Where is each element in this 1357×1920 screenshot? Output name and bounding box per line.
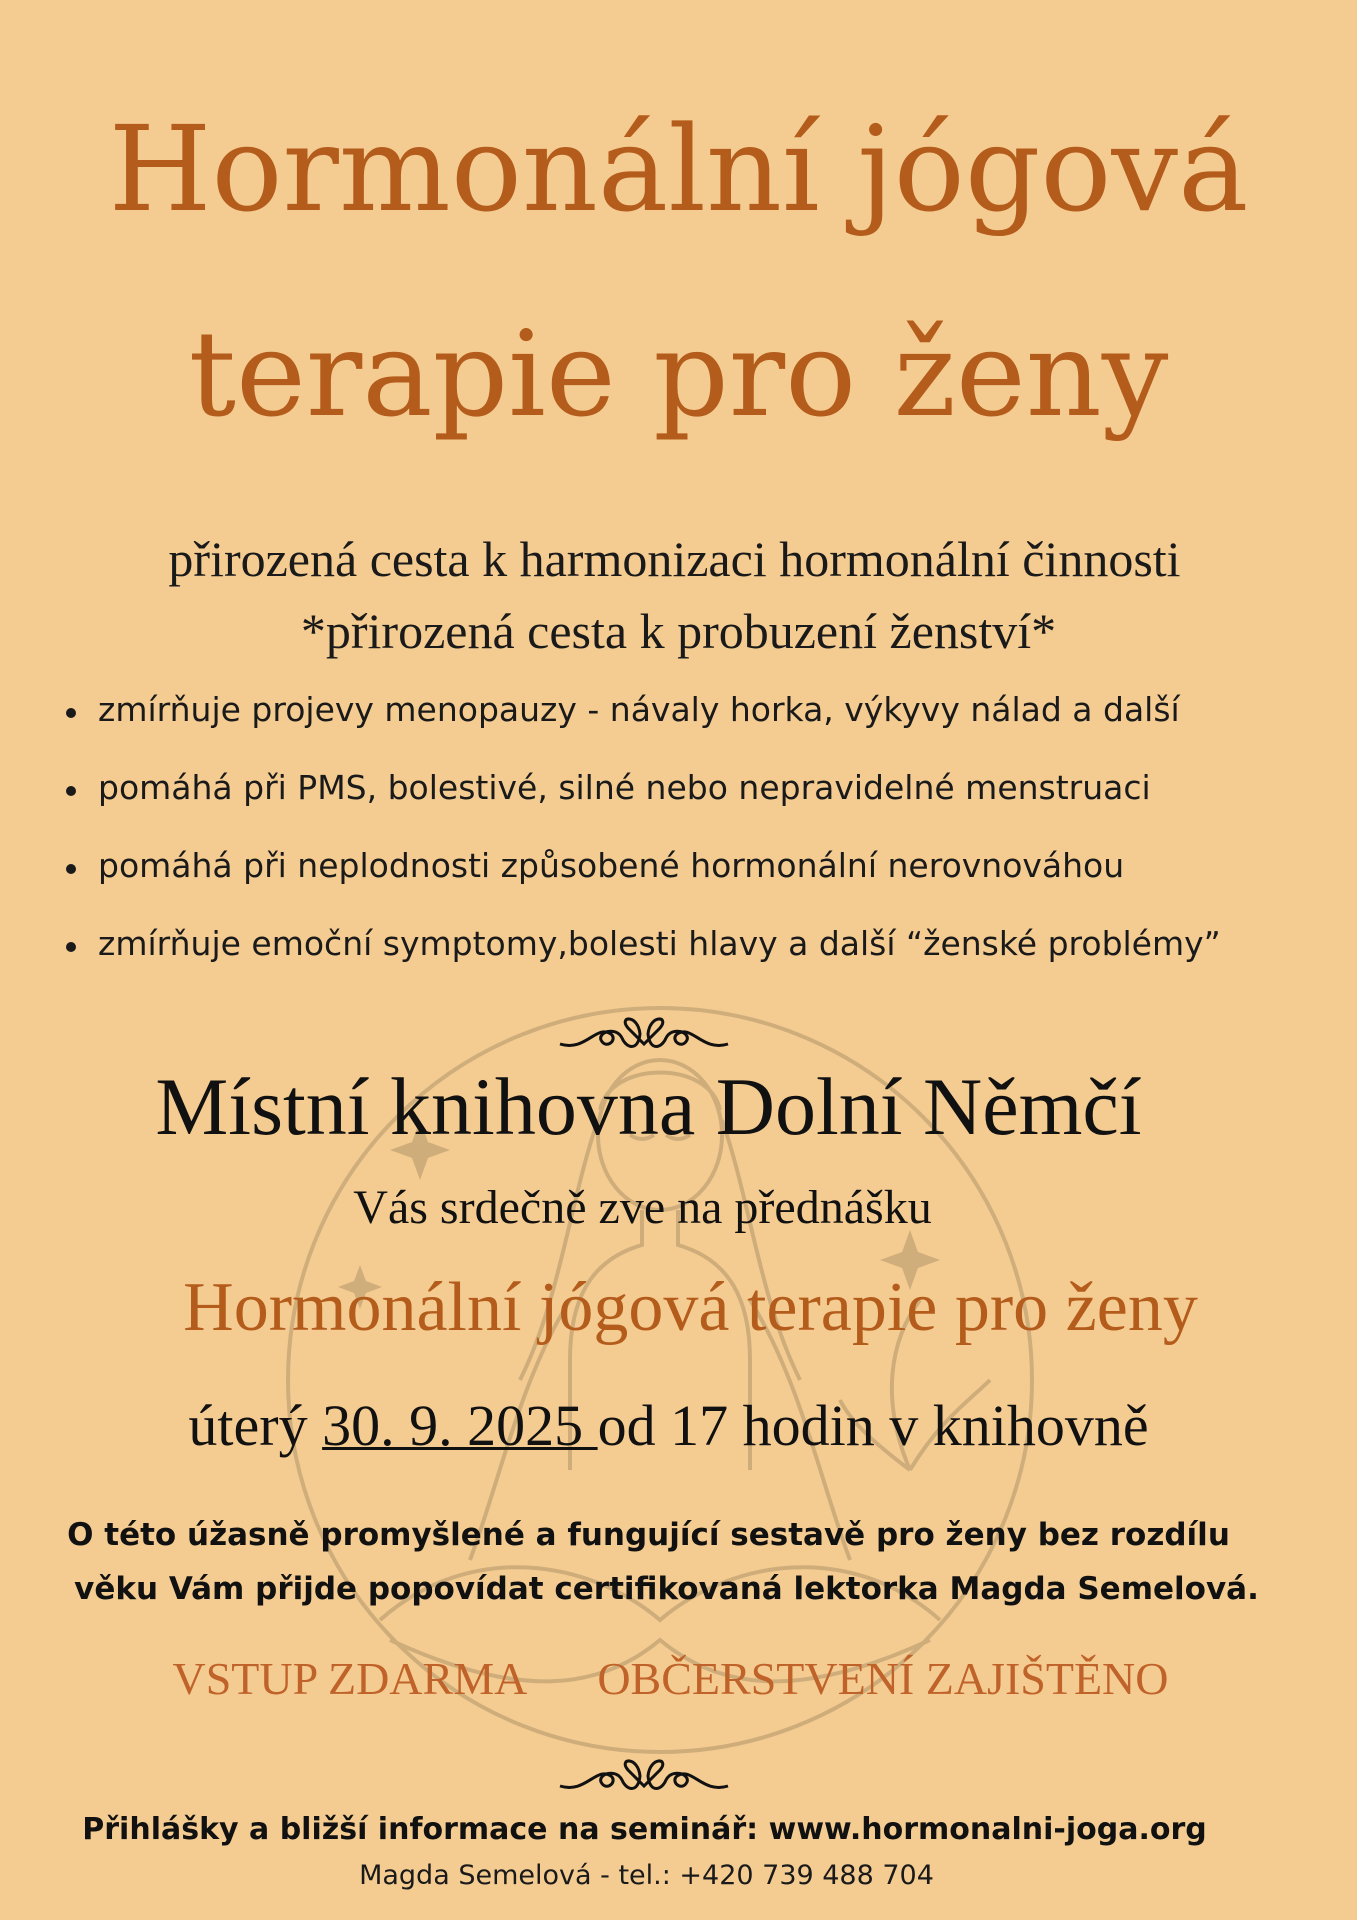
refreshments-label: OBČERSTVENÍ ZAJIŠTĚNO [597, 1653, 1169, 1704]
bullet-dot-icon [66, 708, 76, 718]
heart-swirl-divider-icon [556, 1004, 732, 1060]
free-entry-label: VSTUP ZDARMA [172, 1653, 528, 1704]
benefit-list [62, 690, 1221, 1002]
registration-info: Přihlášky a bližší informace na seminář: www.hormonalni-joga.org [82, 1812, 1207, 1847]
lecture-title: Hormonální jógová terapie pro ženy [183, 1269, 1198, 1346]
subtitle-line-2: *přirozená cesta k probuzení ženství* [300, 603, 1057, 659]
bullet-dot-icon [66, 942, 76, 952]
benefit-item: zmírňuje emoční symptomy,bolesti hlavy a další “ženské problémy” [62, 924, 1221, 1002]
extras-row [0, 1652, 1349, 1705]
description-line-2: věku Vám přijde popovídat certifikovaná lektorka Magda Semelová. [74, 1571, 1259, 1607]
subtitle-line-1: přirozená cesta k harmonizaci hormonální činnosti [168, 531, 1181, 587]
main-title-line-2: terapie pro ženy [188, 305, 1169, 443]
heart-swirl-divider-bottom-icon [556, 1746, 732, 1802]
invitation-text: Vás srdečně zve na přednášku [353, 1181, 932, 1234]
date-line [0, 1392, 1347, 1459]
benefit-item: pomáhá při PMS, bolestivé, silné nebo nepravidelné menstruaci [62, 768, 1221, 846]
event-date: 30. 9. 2025 [322, 1393, 598, 1458]
weekday-text: úterý [188, 1393, 323, 1458]
benefit-item: pomáhá při neplodnosti způsobené hormonální nerovnováhou [62, 846, 1221, 924]
main-title-line-1: Hormonální jógová [108, 100, 1249, 238]
venue-name: Místní knihovna Dolní Němčí [155, 1061, 1142, 1152]
description-line-1: O této úžasně promyšlené a fungující sestavě pro ženy bez rozdílu [67, 1517, 1230, 1553]
time-location-text: od 17 hodin v knihovně [597, 1393, 1149, 1458]
benefit-item: zmírňuje projevy menopauzy - návaly horka, výkyvy nálad a další [62, 690, 1221, 768]
contact-info: Magda Semelová - tel.: +420 739 488 704 [359, 1860, 934, 1891]
bullet-dot-icon [66, 786, 76, 796]
bullet-dot-icon [66, 864, 76, 874]
